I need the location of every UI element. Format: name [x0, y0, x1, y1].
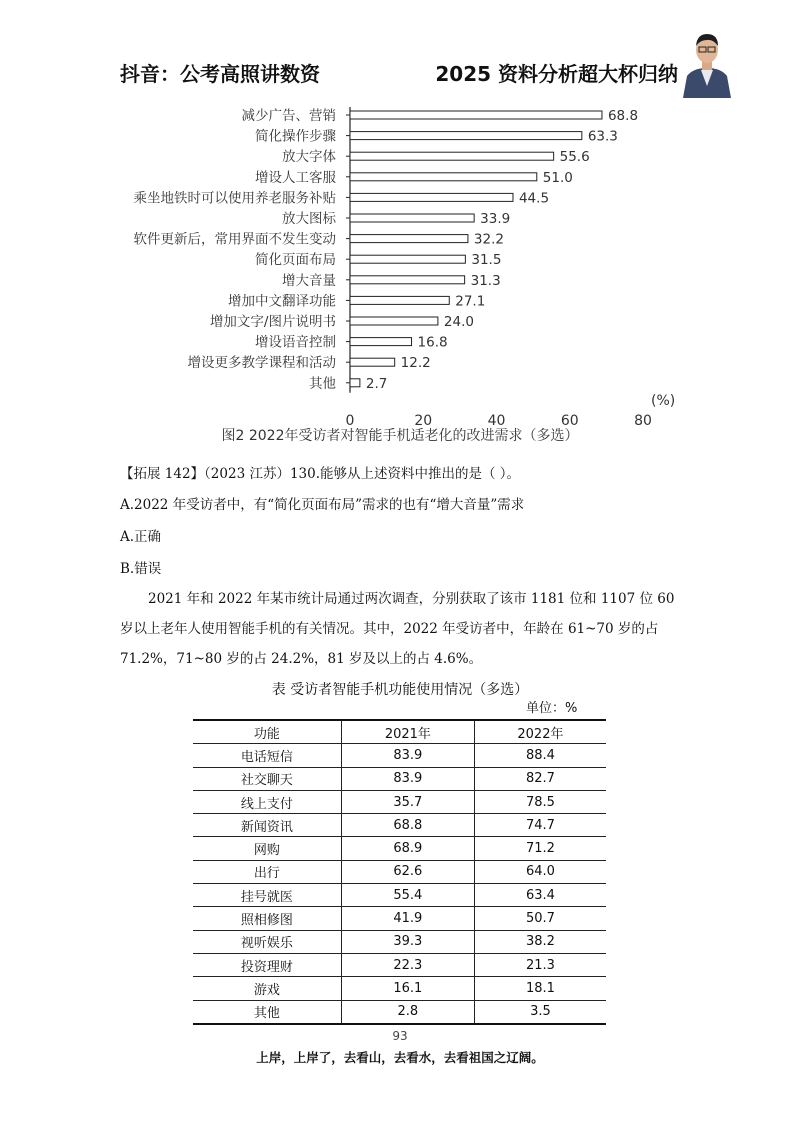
cell-function: 出行 [193, 860, 341, 883]
function-usage-table [193, 719, 606, 1025]
table-row [193, 767, 606, 790]
cell-function: 视听娱乐 [193, 930, 341, 953]
cell-2022: 3.5 [474, 1000, 606, 1024]
table-row [193, 860, 606, 883]
table-row [193, 837, 606, 860]
x-tick-label: 80 [634, 412, 652, 425]
bar [350, 132, 582, 140]
cell-function: 社交聊天 [193, 767, 341, 790]
passage-paragraph: 2021 年和 2022 年某市统计局通过两次调查，分别获取了该市 1181 位和 1107 位 60 岁以上老年人使用智能手机的有关情况。其中，2022 年受访者中，年龄在 61~70 岁的占 71.2%，71~80 岁的占 24.2%，81 岁及以上的占 4.6%。 [120, 591, 675, 667]
category-label: 增设人工客服 [255, 169, 336, 186]
value-label: 31.5 [471, 252, 502, 269]
table-row [193, 907, 606, 930]
value-label: 55.6 [559, 149, 590, 166]
table-unit: 单位：% [526, 701, 578, 716]
bar [350, 317, 438, 325]
table-header-row [193, 720, 606, 744]
category-label: 放大图标 [282, 211, 336, 227]
table-row [193, 744, 606, 767]
bar [350, 296, 449, 304]
cell-2022: 82.7 [474, 767, 606, 790]
cell-2021: 68.9 [341, 837, 474, 860]
cell-function: 其他 [193, 1000, 341, 1024]
cell-2022: 38.2 [474, 930, 606, 953]
table-row [193, 1000, 606, 1024]
cell-function: 游戏 [193, 977, 341, 1000]
table-row [193, 790, 606, 813]
table-row [193, 884, 606, 907]
header-right-title: 2025 资料分析超大杯归纳 [435, 62, 678, 86]
bar [350, 214, 474, 222]
value-label: 44.5 [518, 190, 550, 207]
value-label: 27.1 [455, 293, 486, 310]
cell-2022: 88.4 [474, 744, 606, 767]
cell-function: 线上支付 [193, 790, 341, 813]
option-a: A.正确 [120, 529, 162, 545]
bar [350, 255, 465, 263]
table-row [193, 977, 606, 1000]
author-portrait [679, 26, 735, 98]
value-label: 2.7 [365, 375, 388, 392]
category-label: 增设更多教学课程和活动 [187, 355, 336, 372]
header-2021: 2021年 [341, 720, 474, 744]
value-label: 63.3 [587, 128, 618, 145]
category-label: 简化操作步骤 [255, 128, 336, 145]
cell-2022: 64.0 [474, 860, 606, 883]
value-label: 31.3 [470, 272, 501, 289]
cell-2021: 83.9 [341, 744, 474, 767]
cell-2022: 74.7 [474, 814, 606, 837]
bar [350, 338, 412, 346]
category-label: 其他 [309, 375, 336, 392]
cell-2022: 71.2 [474, 837, 606, 860]
footer-slogan: 上岸，上岸了，去看山，去看水，去看祖国之辽阔。 [256, 1050, 544, 1065]
x-tick-label: 20 [414, 412, 433, 425]
value-label: 68.8 [607, 108, 639, 124]
bar [350, 193, 513, 201]
cell-2021: 55.4 [341, 884, 474, 907]
table-title: 表 受访者智能手机功能使用情况（多选） [271, 682, 529, 698]
category-label: 放大字体 [282, 149, 336, 166]
cell-function: 照相修图 [193, 907, 341, 930]
category-label: 增加中文翻译功能 [228, 293, 336, 310]
value-label: 51.0 [542, 169, 573, 186]
bar [350, 235, 468, 243]
bar [350, 276, 465, 284]
cell-2021: 35.7 [341, 790, 474, 813]
category-label: 乘坐地铁时可以使用养老服务补贴 [133, 190, 336, 207]
cell-2021: 16.1 [341, 977, 474, 1000]
x-tick-label: 40 [487, 412, 506, 425]
cell-2021: 41.9 [341, 907, 474, 930]
bar [350, 358, 395, 366]
cell-function: 投资理财 [193, 953, 341, 976]
value-label: 16.8 [417, 334, 448, 351]
value-label: 32.2 [473, 231, 504, 248]
cell-2021: 22.3 [341, 953, 474, 976]
cell-2022: 18.1 [474, 977, 606, 1000]
cell-2022: 78.5 [474, 790, 606, 813]
category-label: 增大音量 [282, 272, 336, 289]
page-number: 93 [392, 1029, 408, 1043]
value-label: 24.0 [443, 314, 474, 330]
cell-function: 网购 [193, 837, 341, 860]
cell-2022: 21.3 [474, 953, 606, 976]
bar [350, 152, 554, 160]
unit-label: (%) [651, 392, 676, 409]
bar [350, 173, 537, 181]
question-stem: 【拓展 142】（2023 江苏）130.能够从上述资料中推出的是（ ）。 [120, 466, 521, 482]
table-row [193, 953, 606, 976]
cell-2022: 50.7 [474, 907, 606, 930]
cell-2021: 83.9 [341, 767, 474, 790]
question-statement: A.2022 年受访者中，有“简化页面布局”需求的也有“增大音量”需求 [120, 497, 525, 513]
figure-caption: 图2 2022年受访者对智能手机适老化的改进需求（多选） [221, 428, 579, 444]
bar [350, 379, 360, 387]
cell-function: 电话短信 [193, 744, 341, 767]
cell-function: 新闻资讯 [193, 814, 341, 837]
x-tick-label: 0 [345, 412, 355, 425]
cell-2021: 62.6 [341, 860, 474, 883]
header-left-title: 抖音：公考高照讲数资 [120, 62, 320, 86]
category-label: 增加文字/图片说明书 [209, 314, 336, 330]
cell-2021: 2.8 [341, 1000, 474, 1024]
header-function: 功能 [193, 720, 341, 744]
value-label: 33.9 [480, 211, 511, 227]
category-label: 减少广告、营销 [241, 108, 336, 124]
category-label: 软件更新后，常用界面不发生变动 [133, 231, 336, 248]
cell-function: 挂号就医 [193, 884, 341, 907]
category-label: 增设语音控制 [255, 334, 336, 351]
table-row [193, 930, 606, 953]
header-2022: 2022年 [474, 720, 606, 744]
category-label: 简化页面布局 [255, 252, 336, 269]
x-tick-label: 60 [560, 412, 579, 425]
cell-2021: 68.8 [341, 814, 474, 837]
cell-2022: 63.4 [474, 884, 606, 907]
cell-2021: 39.3 [341, 930, 474, 953]
value-label: 12.2 [400, 355, 431, 372]
table-row [193, 814, 606, 837]
bar [350, 111, 602, 119]
improvement-demand-bar-chart [0, 100, 800, 425]
option-b: B.错误 [120, 561, 162, 577]
